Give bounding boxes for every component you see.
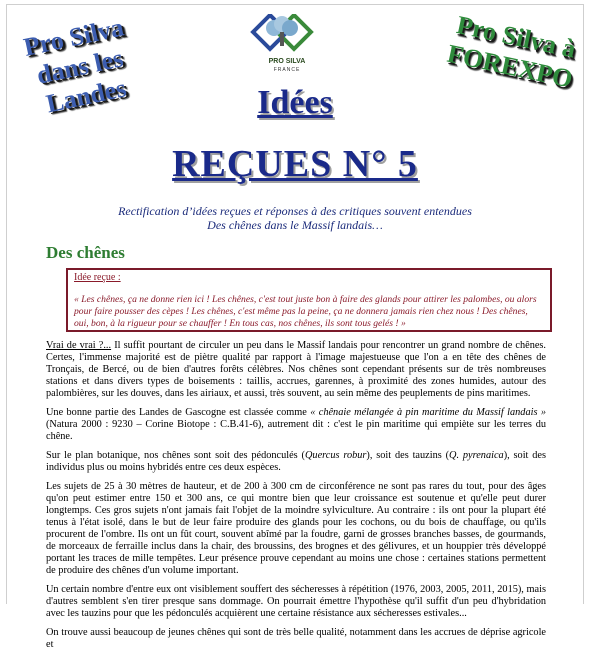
paragraph-3-latin-2: Q. pyrenaica — [449, 450, 504, 461]
paragraph-2-a: Une bonne partie des Landes de Gascogne est classée comme — [46, 407, 311, 418]
subtitle-line-2: Des chênes dans le Massif landais… — [207, 218, 383, 232]
title-recues: REÇUES N° 5 — [172, 143, 418, 185]
corner-banner-left: Pro Silva dans les Landes — [21, 12, 129, 119]
paragraph-4: Les sujets de 25 à 30 mètres de hauteur, et de 200 à 300 cm de circonférence ne sont pas rares du tout, pour des âges qu'on peut estimer entre 150 et 300 ans, ce qui montre bien que leur croissance est soutenue et qu'elle peut durer longtemps. Ces gros sujets n'ont jamais fait l'objet de la moindre sylviculture. Au contraire : ils ont pour la plupart été tenus à l'état isolé, dans le but de leur faire produire des glands pour les cochons, ou du bois de chauffage, ou qu'ils procurent de l'ombre. Ils ont un fût court, souvent abîmé par la foudre, garni de grosses branches basses, de gourmands, de morceaux de ferraille inclus dans la chair, des broussins, des brognes et des gélivures, et un houppier très développé portant les traces de mille tempêtes. Leur présence prouve cependant au moins une chose : certaines stations permettent de produire des chênes d'un volume important. — [46, 481, 546, 576]
subtitle-line-1: Rectification d’idées reçues et réponses à des critiques souvent entendues — [118, 204, 472, 218]
paragraph-1 — [46, 340, 546, 400]
corner-banner-right: Pro Silva à FOREXPO — [444, 10, 579, 94]
paragraph-3-a: Sur le plan botanique, nos chênes sont soit des pédonculés ( — [46, 450, 305, 461]
logo-subtitle: FRANCE — [273, 67, 301, 73]
subtitle — [0, 204, 590, 232]
section-heading: Des chênes — [46, 243, 125, 262]
paragraph-3-c: ), soit des individus plus ou moins hybridés entre ces deux espèces. — [46, 450, 546, 473]
title-ideas: Idées — [257, 84, 333, 121]
paragraph-1-text: Il suffit pourtant de circuler un peu dans le Massif landais pour rencontrer un grand nombre de chênes. Certes, l'immense majorité est de piètre qualité par rapport à l'image majestueuse que l'on a en tête des chênes de Tronçais, de Bercé, ou de bien d'autres forêts célèbres. Nos chênes sont cependant présents sur de très nombreuses stations et dans divers types de boisements : taillis, accrues, garennes, à proximité des zones humides, autour des palombières, sur les douves, dans les airiaux, et aussi, très souvent, au sein même des peuplements de pins maritimes. — [46, 340, 546, 399]
paragraph-3 — [46, 450, 546, 474]
paragraph-3-b: ), soit des tauzins ( — [366, 450, 450, 461]
logo-name: PRO SILVA — [268, 58, 306, 65]
idea-box-label: Idée reçue : — [74, 272, 121, 283]
paragraph-2-italic: « chênaie mélangée à pin maritime du Massif landais » — [310, 407, 546, 418]
idea-box-text: « Les chênes, ça ne donne rien ici ! Les chênes, c'est tout juste bon à faire des glands pour attirer les palombes, ou alors pour faire pousser des cèpes ! Les chênes, c'est même pas la peine, ça ne donnera jamais rien chez nous ! Des chênes, oui, bon, à la rigueur pour se chauffer ! En tous cas, nos chênes, ils sont tous gelés ! » — [74, 294, 537, 329]
paragraph-5: Un certain nombre d'entre eux ont visiblement souffert des sécheresses à répétition (1976, 2003, 2005, 2011, 2015), mais d'autres semblent s'en tirer presque sans dommage. On pourrait émettre l'hypothèse qu'il suffit d'un peu d'hybridation avec les tauzins pour que les pédonculés acquièrent une certaine résistance aux sécheresses estivales... — [46, 584, 546, 619]
body-text — [46, 340, 546, 658]
paragraph-6: On trouve aussi beaucoup de jeunes chênes qui sont de très belle qualité, notamment dans les accrues de déprise agricole et — [46, 627, 546, 650]
paragraph-1-lead: Vrai de vrai ?... — [46, 340, 112, 351]
pro-silva-logo-icon — [248, 14, 326, 74]
idea-box — [66, 268, 552, 332]
paragraph-2 — [46, 407, 546, 443]
paragraph-3-latin-1: Quercus robur — [304, 450, 367, 461]
paragraph-2-b: (Natura 2000 : 9230 – Corine Biotope : C.B.41-6), autrement dit : c'est le pin maritime qui empiète sur les terres du chêne. — [46, 419, 546, 442]
